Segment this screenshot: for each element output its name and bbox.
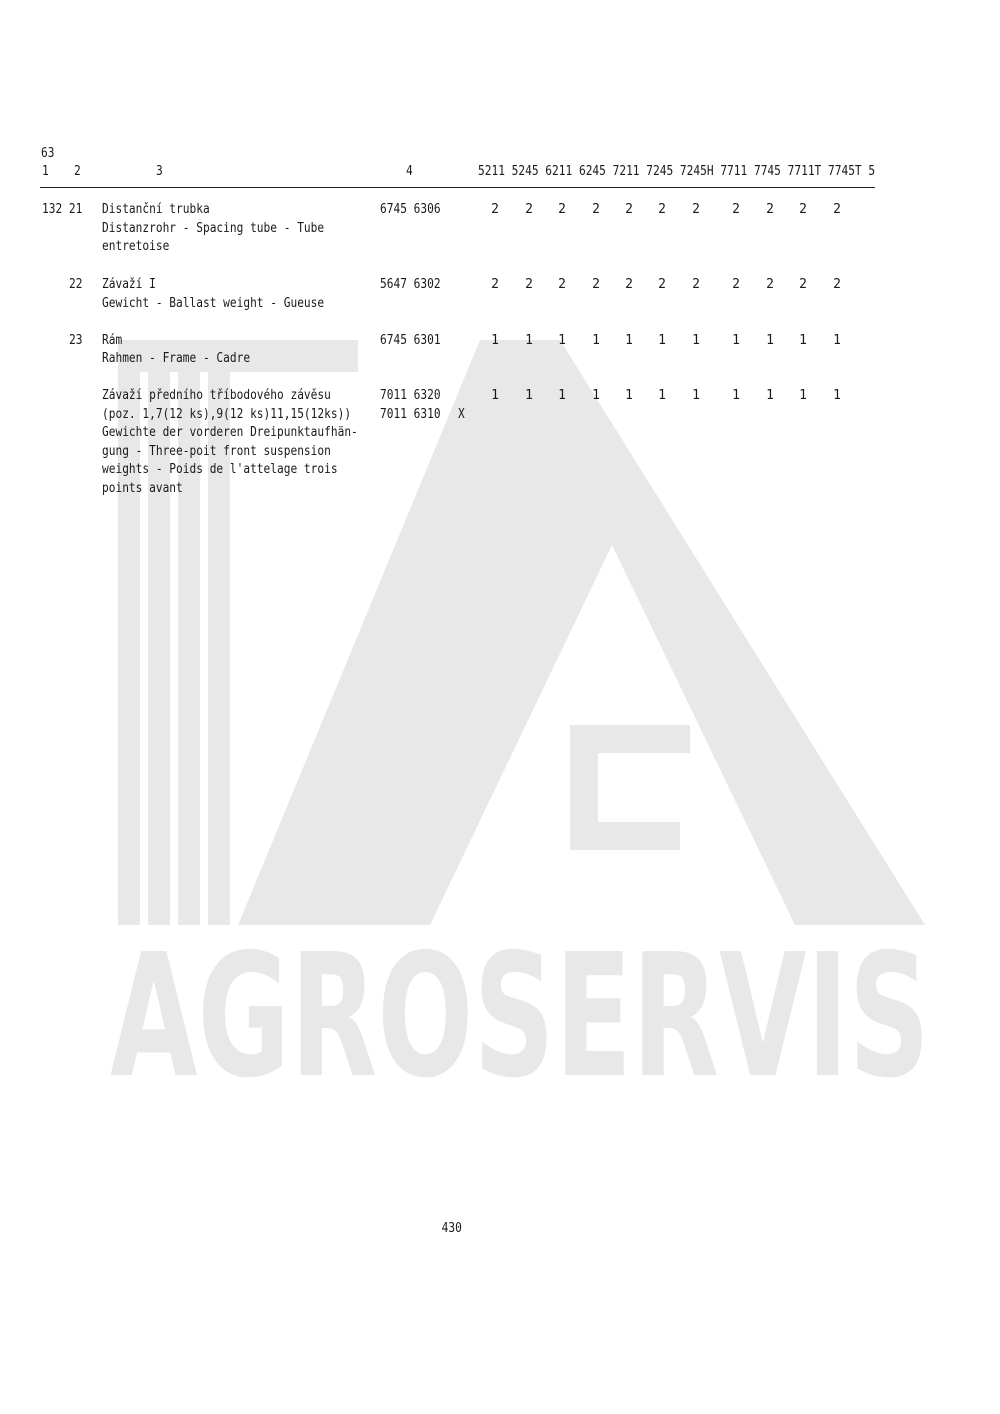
qty-cell: 2 [833,277,841,292]
qty-cell: 1 [558,333,566,348]
qty-cell: 1 [491,333,499,348]
qty-cell: 2 [592,202,600,217]
row-part-number: 5647 6302 [380,277,441,292]
row-position: 23 [69,333,83,348]
qty-cell: 2 [732,202,740,217]
qty-cell: 1 [658,333,666,348]
row-desc-line: Gewichte der vorderen Dreipunktaufhän- [102,425,358,440]
qty-cell: 2 [658,202,666,217]
qty-cell: 1 [799,333,807,348]
row-desc-line: Rahmen - Frame - Cadre [102,351,251,366]
qty-cell: 1 [766,333,774,348]
row-desc-line: Gewicht - Ballast weight - Gueuse [102,296,325,311]
qty-cell: 2 [799,277,807,292]
qty-cell: 1 [833,388,841,403]
qty-cell: 1 [732,333,740,348]
row-desc-line: Distanzrohr - Spacing tube - Tube [102,221,325,236]
qty-cell: 1 [692,333,700,348]
header-rule [40,187,875,188]
row-part-number: 6745 6301 [380,333,441,348]
header-col3: 3 [156,164,163,179]
header-col1: 1 [42,164,49,179]
row-desc-line: Rám [102,333,123,348]
qty-cell: 2 [625,202,633,217]
qty-cell: 1 [592,388,600,403]
row-position: 132 21 [42,202,83,217]
row-desc-line: Závaží I [102,277,156,292]
qty-cell: 2 [692,202,700,217]
qty-cell: 1 [799,388,807,403]
qty-cell: 1 [558,388,566,403]
row-mark: X [458,407,465,422]
qty-cell: 1 [525,388,533,403]
header-col4: 4 [406,164,413,179]
row-desc-line: gung - Three-poit front suspension [102,444,331,459]
row-desc-line: entretoise [102,239,170,254]
qty-cell: 1 [658,388,666,403]
qty-cell: 2 [525,202,533,217]
qty-cell: 2 [491,277,499,292]
page-number: 430 [441,1221,462,1236]
row-position: 22 [69,277,83,292]
row-part-number-alt: 7011 6310 [380,407,441,422]
row-desc-line: (poz. 1,7(12 ks),9(12 ks)11,15(12ks)) [102,407,352,422]
qty-cell: 2 [592,277,600,292]
qty-cell: 2 [766,277,774,292]
qty-cell: 1 [625,333,633,348]
qty-cell: 2 [491,202,499,217]
qty-cell: 1 [833,333,841,348]
qty-cell: 1 [491,388,499,403]
qty-cell: 2 [732,277,740,292]
row-part-number: 7011 6320 [380,388,441,403]
qty-cell: 1 [692,388,700,403]
qty-cell: 2 [558,277,566,292]
qty-cell: 1 [625,388,633,403]
qty-cell: 1 [766,388,774,403]
header-models: 5211 5245 6211 6245 7211 7245 7245H 7711 7745 7711T 7745T 5 [478,164,876,179]
row-desc-line: Distanční trubka [102,202,210,217]
qty-cell: 2 [558,202,566,217]
qty-cell: 2 [692,277,700,292]
header-col2: 2 [74,164,81,179]
qty-cell: 2 [799,202,807,217]
svg-text:AGROSERVIS: AGROSERVIS [110,918,930,1116]
section-number: 63 [41,146,55,161]
row-part-number: 6745 6306 [380,202,441,217]
qty-cell: 1 [732,388,740,403]
qty-cell: 2 [525,277,533,292]
qty-cell: 1 [525,333,533,348]
qty-cell: 1 [592,333,600,348]
qty-cell: 2 [833,202,841,217]
row-desc-line: weights - Poids de l'attelage trois [102,462,338,477]
row-desc-line: points avant [102,481,183,496]
qty-cell: 2 [625,277,633,292]
row-desc-line: Závaží předního tříbodového závěsu [102,388,331,403]
qty-cell: 2 [658,277,666,292]
qty-cell: 2 [766,202,774,217]
